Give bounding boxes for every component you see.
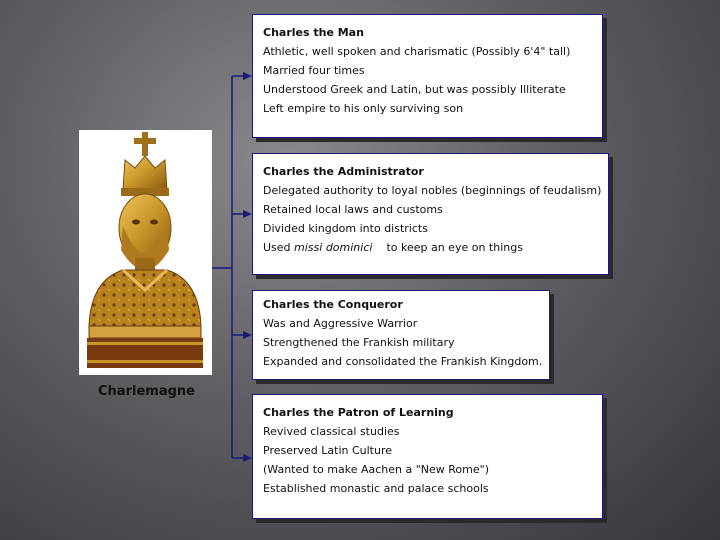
bust-illustration xyxy=(79,130,212,375)
box-title: Charles the Man xyxy=(263,26,364,39)
line-italic-term: missi dominici xyxy=(294,241,373,254)
box-line: Expanded and consolidated the Frankish Kingdom. xyxy=(263,355,543,368)
box-line: Delegated authority to loyal nobles (beginnings of feudalism) xyxy=(263,184,602,197)
box-line: (Wanted to make Aachen a "New Rome") xyxy=(263,463,489,476)
box-charles-the-patron-of-learning xyxy=(252,394,603,519)
arrowhead-icon xyxy=(243,331,252,339)
arrowhead-icon xyxy=(243,72,252,80)
box-line: Divided kingdom into districts xyxy=(263,222,428,235)
charlemagne-bust-image xyxy=(79,130,212,375)
line-prefix: Used xyxy=(263,241,295,254)
box-charles-the-man xyxy=(252,14,603,138)
box-line: Understood Greek and Latin, but was possibly Illiterate xyxy=(263,83,566,96)
box-title: Charles the Administrator xyxy=(263,165,424,178)
box-line: Was and Aggressive Warrior xyxy=(263,317,418,330)
box-line: Revived classical studies xyxy=(263,425,400,438)
box-title: Charles the Conqueror xyxy=(263,298,403,311)
box-line: Married four times xyxy=(263,64,365,77)
box-line: Strengthened the Frankish military xyxy=(263,336,455,349)
arrowhead-icon xyxy=(243,454,252,462)
portrait-caption: Charlemagne xyxy=(98,384,195,399)
box-charles-the-administrator xyxy=(252,153,609,275)
arrowhead-icon xyxy=(243,210,252,218)
box-line: Established monastic and palace schools xyxy=(263,482,489,495)
box-line-missi-dominici xyxy=(263,238,598,257)
box-title: Charles the Patron of Learning xyxy=(263,406,454,419)
box-charles-the-conqueror xyxy=(252,290,550,380)
box-line: Left empire to his only surviving son xyxy=(263,102,464,115)
box-line: Retained local laws and customs xyxy=(263,203,443,216)
box-line: Preserved Latin Culture xyxy=(263,444,393,457)
box-line: Athletic, well spoken and charismatic (Possibly 6'4" tall) xyxy=(263,45,571,58)
line-suffix: to keep an eye on things xyxy=(386,241,523,254)
